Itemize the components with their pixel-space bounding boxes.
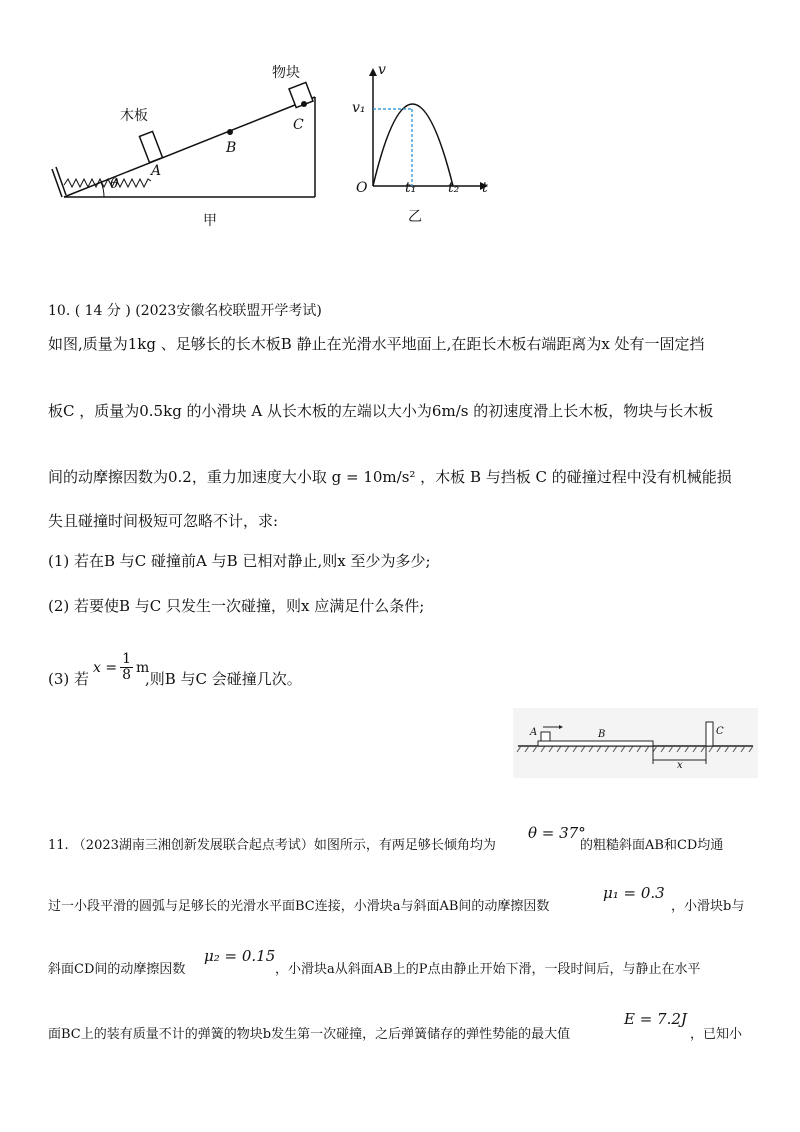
q10-line4: 失且碰撞时间极短可忽略不计，求:: [48, 512, 279, 530]
wall-stop: [52, 167, 66, 197]
caption-jia: 甲: [203, 213, 217, 229]
q11-line3: 斜面CD间的动摩擦因数: [48, 962, 186, 977]
q10-question2: (2) 若要使B 与C 只发生一次碰撞，则x 应满足什么条件;: [48, 597, 425, 615]
long-board: [538, 741, 653, 746]
small-label-c: C: [716, 726, 724, 737]
object-block: [289, 82, 313, 107]
t2-label: t₂: [448, 180, 460, 196]
q3-numerator: 1: [122, 651, 131, 667]
slider-block: [541, 732, 550, 741]
v-axis-label: v: [378, 62, 386, 78]
wall-c: [706, 722, 713, 746]
t-axis-label: t: [482, 180, 488, 196]
q10-line3: 间的动摩擦因数为0.2，重力加速度大小取 g = 10m/s² ，木板 B 与挡板 C 的碰撞过程中没有机械能损: [48, 468, 732, 486]
q3-prefix: (3) 若: [48, 670, 90, 688]
q11-text1: 11. （2023湖南三湘创新发展联合起点考试）如图所示，有两足够长倾角均为: [48, 838, 496, 853]
q10-question3: [48, 668, 89, 689]
q11-line4-tail: ，已知小: [690, 1027, 743, 1042]
point-c-dot: [301, 101, 307, 107]
q10-question1: (1) 若在B 与C 碰撞前A 与B 已相对静止,则x 至少为多少;: [48, 552, 431, 570]
velocity-time-graph: [355, 68, 495, 198]
q3-suffix: ,则B 与C 会碰撞几次。: [145, 670, 302, 688]
q3-fraction: [93, 652, 149, 683]
small-label-x: x: [677, 760, 683, 771]
label-c: C: [293, 117, 304, 133]
velocity-curve: [373, 104, 453, 186]
q3-denominator: 8: [122, 667, 131, 683]
incline-diagram: [40, 55, 340, 235]
t1-label: t₁: [405, 180, 417, 196]
angle-label: θ: [110, 176, 119, 192]
q10-line2: 板C ，质量为0.5kg 的小滑块 A 从长木板的左端以大小为6m/s 的初速度滑上长木板，物块与长木板: [48, 402, 714, 420]
label-a: A: [151, 163, 162, 179]
q10-header: 10. ( 14 分 ) (2023安徽名校联盟开学考试): [48, 303, 322, 319]
q3-unit: m: [136, 659, 150, 676]
q10-line1: 如图,质量为1kg 、足够长的长木板B 静止在光滑水平地面上,在距长木板右端距离为x 处有一固定挡: [48, 335, 705, 353]
q3-eq-lhs: x =: [93, 659, 118, 676]
board-wall-diagram: [513, 708, 758, 778]
mu1: μ₁ = 0.3: [603, 884, 665, 902]
mu2: μ₂ = 0.15: [204, 947, 276, 965]
q11-line2: 过一小段平滑的圆弧与足够长的光滑水平面BC连接，小滑块a与斜面AB间的动摩擦因数: [48, 899, 550, 914]
energy: E = 7.2J: [624, 1010, 687, 1028]
q11-line1: [48, 834, 496, 853]
label-b: B: [226, 140, 237, 156]
caption-yi: 乙: [408, 209, 422, 225]
point-b-dot: [227, 129, 233, 135]
y-arrow: [369, 68, 377, 76]
board-block: [139, 131, 162, 162]
theta-eq: θ = 37°: [528, 824, 586, 842]
origin-label: O: [356, 180, 368, 196]
spring: [64, 179, 151, 187]
v1-label: v₁: [352, 100, 366, 116]
board-label: 木板: [120, 108, 148, 124]
small-label-b: B: [598, 729, 606, 740]
q11-line1-tail: 的粗糙斜面AB和CD均通: [580, 838, 724, 853]
q11-line3-tail: ，小滑块a从斜面AB上的P点由静止开始下滑，一段时间后，与静止在水平: [275, 962, 701, 977]
block-label: 物块: [272, 65, 300, 81]
q11-line2-tail: ，小滑块b与: [671, 899, 745, 914]
small-label-a: A: [530, 727, 538, 738]
q11-line4: 面BC上的装有质量不计的弹簧的物块b发生第一次碰撞，之后弹簧储存的弹性势能的最大值: [48, 1027, 571, 1042]
